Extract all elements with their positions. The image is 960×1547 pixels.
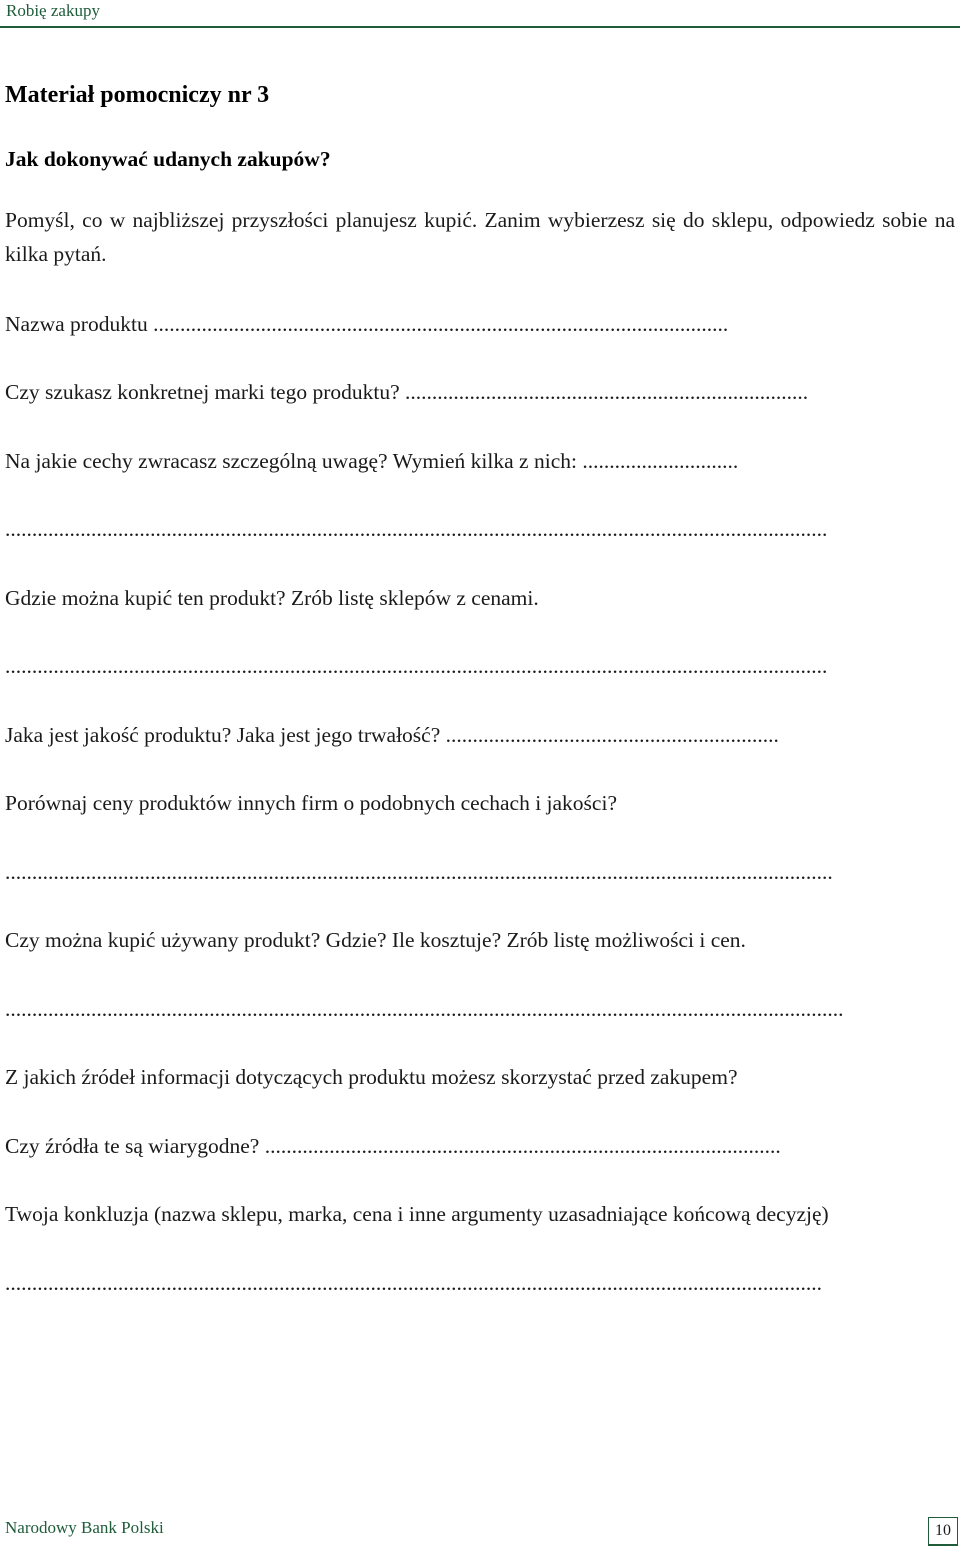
document-heading: Materiał pomocniczy nr 3 (5, 82, 270, 108)
page-number: 10 (928, 1517, 958, 1546)
question-conclusion: Twoja konkluzja (nazwa sklepu, marka, cena i inne argumenty uzasadniające końcową decyzję) (5, 1202, 829, 1226)
question-features: Na jakie cechy zwracasz szczególną uwagę? Wymień kilka z nich: ............................. (5, 449, 739, 473)
question-brand: Czy szukasz konkretnej marki tego produktu? ........................................................................... (5, 380, 809, 404)
answer-line: .......................................................................................................................................................... (5, 860, 833, 884)
question-quality: Jaka jest jakość produktu? Jaka jest jego trwałość? .............................................................. (5, 723, 779, 747)
answer-line: ......................................................................................................................................................... (5, 654, 828, 678)
answer-line: ........................................................................................................................................................ (5, 1271, 822, 1295)
question-sources-reliable: Czy źródła te są wiarygodne? ................................................................................................ (5, 1134, 781, 1158)
question-where-to-buy: Gdzie można kupić ten produkt? Zrób listę sklepów z cenami. (5, 586, 539, 610)
header-title: Robię zakupy (6, 1, 100, 20)
question-information-sources: Z jakich źródeł informacji dotyczących produktu możesz skorzystać przed zakupem? (5, 1065, 738, 1089)
question-compare-prices: Porównaj ceny produktów innych firm o podobnych cechach i jakości? (5, 791, 617, 815)
question-used-product: Czy można kupić używany produkt? Gdzie? Ile kosztuje? Zrób listę możliwości i cen. (5, 928, 746, 952)
answer-line: ......................................................................................................................................................... (5, 517, 828, 541)
intro-paragraph: Pomyśl, co w najbliższej przyszłości planujesz kupić. Zanim wybierzesz się do sklepu, odpowiedz sobie na kilka pytań. (5, 208, 955, 266)
footer-publisher: Narodowy Bank Polski (5, 1518, 164, 1537)
question-product-name: Nazwa produktu ........................................................................................................... (5, 312, 729, 336)
document-subheading: Jak dokonywać udanych zakupów? (5, 147, 331, 171)
answer-line: ............................................................................................................................................................ (5, 997, 844, 1021)
page-header (0, 0, 960, 28)
